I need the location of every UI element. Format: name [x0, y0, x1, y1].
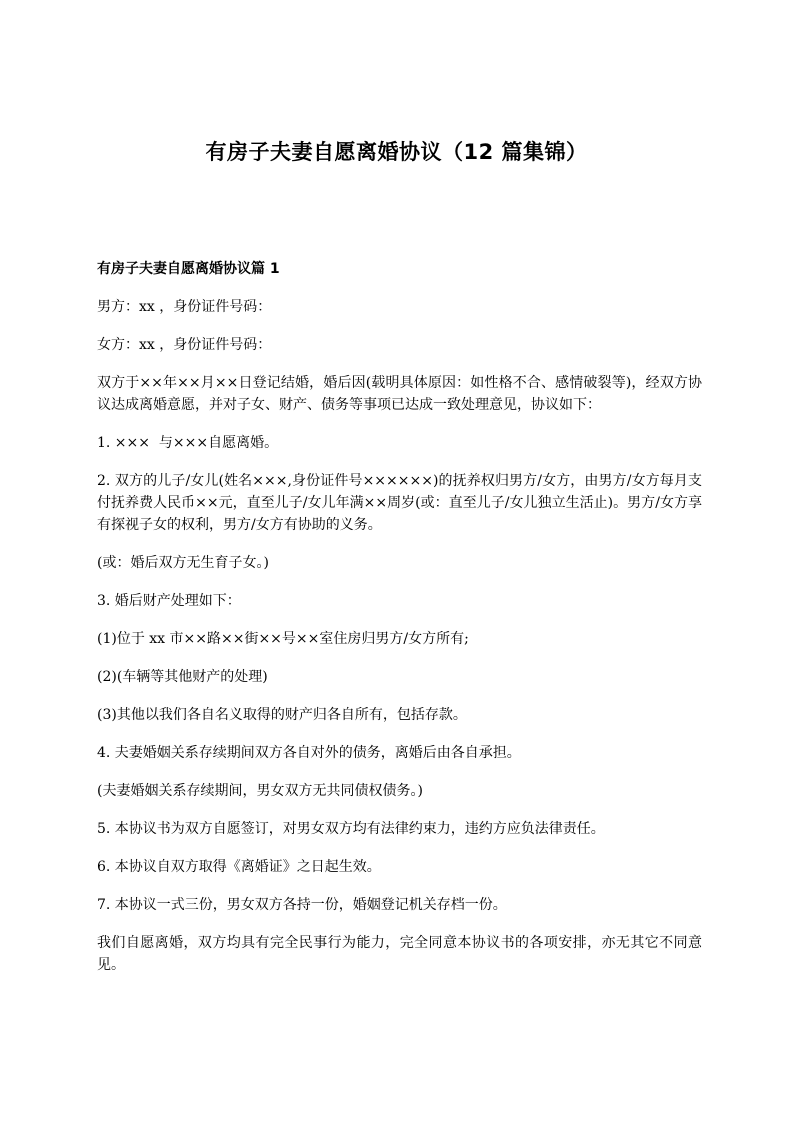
- paragraph-clause-1: 1. ××× 与×××自愿离婚。: [97, 435, 279, 451]
- section-heading: 有房子夫妻自愿离婚协议篇 1: [97, 261, 280, 277]
- paragraph-female-party: 女方：xx ，身份证件号码：: [97, 337, 272, 353]
- paragraph-clause-6: 6. 本协议自双方取得《离婚证》之日起生效。: [97, 859, 381, 875]
- paragraph-clause-4-alt: (夫妻婚姻关系存续期间，男女双方无共同债权债务。): [97, 783, 423, 799]
- document-body: [97, 258, 702, 992]
- paragraph-clause-3-2: (2)(车辆等其他财产的处理): [97, 669, 268, 685]
- paragraph-clause-7: 7. 本协议一式三份，男女双方各持一份，婚姻登记机关存档一份。: [97, 897, 507, 913]
- document-title: 有房子夫妻自愿离婚协议（12 篇集锦）: [205, 140, 588, 164]
- paragraph-clause-2-alt: (或：婚后双方无生育子女。): [97, 555, 269, 571]
- paragraph-clause-3-3: (3)其他以我们各自名义取得的财产归各自所有，包括存款。: [97, 707, 467, 723]
- paragraph-clause-4: 4. 夫妻婚姻关系存续期间双方各自对外的债务，离婚后由各自承担。: [97, 745, 521, 761]
- paragraph-clause-5: 5. 本协议书为双方自愿签订，对男女双方均有法律约束力，违约方应负法律责任。: [97, 821, 605, 837]
- paragraph-clause-3: 3. 婚后财产处理如下：: [97, 593, 241, 609]
- paragraph-clause-2: 2. 双方的儿子/女儿(姓名×××,身份证件号××××××)的抚养权归男方/女方，由男方/女方每月支付抚养费人民币××元，直至儿子/女儿年满××周岁(或：直至儿子/女儿独立生活止)。男方/女方享有探视子女的权利，男方/女方有协助的义务。: [97, 473, 702, 533]
- paragraph-male-party: 男方：xx ，身份证件号码：: [97, 299, 272, 315]
- paragraph-closing: 我们自愿离婚，双方均具有完全民事行为能力，完全同意本协议书的各项安排，亦无其它不同意见。: [97, 935, 702, 973]
- paragraph-preamble: 双方于××年××月××日登记结婚，婚后因(载明具体原因：如性格不合、感情破裂等)，经双方协议达成离婚意愿，并对子女、财产、债务等事项已达成一致处理意见，协议如下：: [97, 375, 702, 413]
- paragraph-clause-3-1: (1)位于 xx 市××路××街××号××室住房归男方/女方所有;: [97, 631, 469, 647]
